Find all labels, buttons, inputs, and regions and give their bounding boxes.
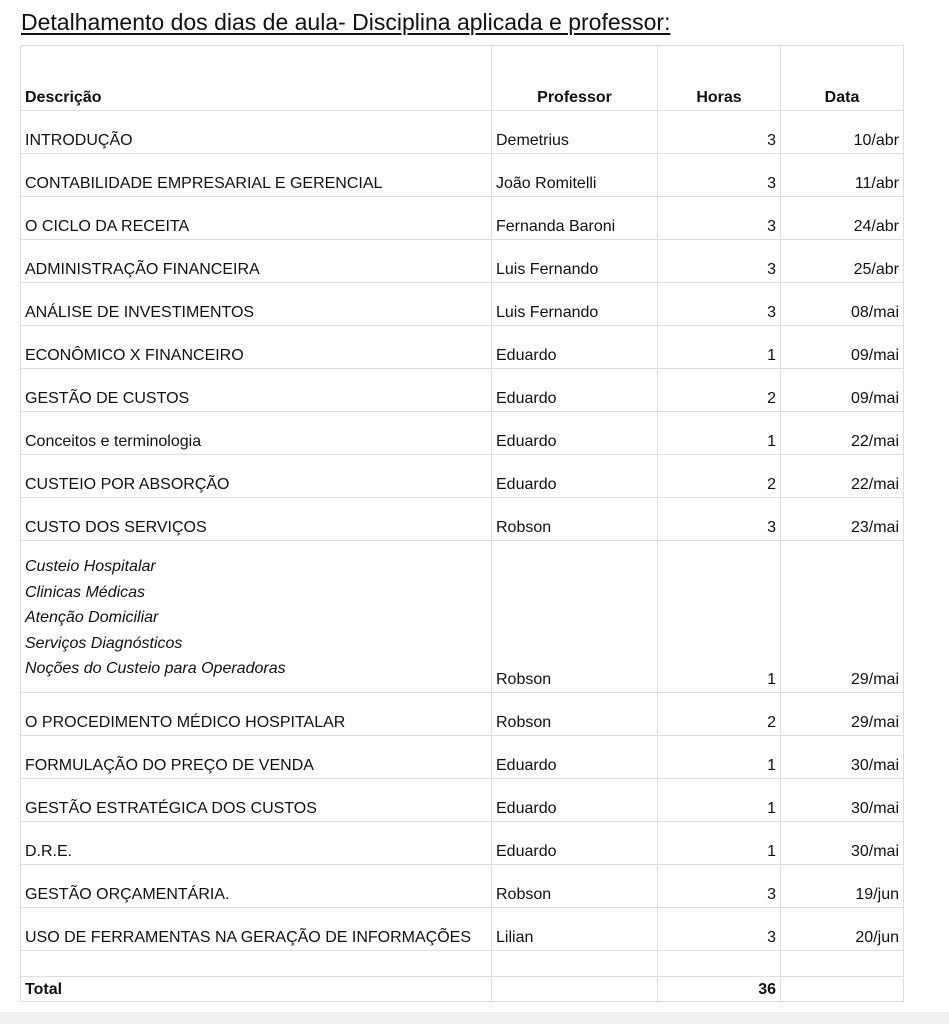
cell-descricao: Conceitos e terminologia (21, 412, 492, 455)
cell-horas: 3 (658, 240, 781, 283)
cell-horas: 3 (658, 908, 781, 951)
table-row (21, 283, 904, 326)
table-row-multiline (21, 541, 904, 693)
cell-data: 11/abr (781, 154, 904, 197)
cell-horas: 2 (658, 693, 781, 736)
cell-descricao: CONTABILIDADE EMPRESARIAL E GERENCIAL (21, 154, 492, 197)
cell-descricao: ECONÔMICO X FINANCEIRO (21, 326, 492, 369)
schedule-table (20, 45, 904, 1002)
cell-descricao: GESTÃO ESTRATÉGICA DOS CUSTOS (21, 779, 492, 822)
cell-data: 30/mai (781, 822, 904, 865)
cell-data: 22/mai (781, 412, 904, 455)
cell-data: 22/mai (781, 455, 904, 498)
cell-descricao: FORMULAÇÃO DO PREÇO DE VENDA (21, 736, 492, 779)
topic-line: Noções do Custeio para Operadoras (25, 660, 286, 677)
cell-descricao: ADMINISTRAÇÃO FINANCEIRA (21, 240, 492, 283)
table-body (21, 46, 904, 1002)
cell-horas: 3 (658, 111, 781, 154)
header-row (21, 46, 904, 111)
cell-data: 08/mai (781, 283, 904, 326)
cell-data: 30/mai (781, 736, 904, 779)
cell-descricao: USO DE FERRAMENTAS NA GERAÇÃO DE INFORMAÇÕES (21, 908, 492, 951)
cell-descricao: O CICLO DA RECEITA (21, 197, 492, 240)
cell-professor: Eduardo (492, 369, 658, 412)
table-row (21, 908, 904, 951)
total-label: Total (21, 977, 492, 1002)
cell-descricao: CUSTEIO POR ABSORÇÃO (21, 455, 492, 498)
cell-horas: 1 (658, 779, 781, 822)
cell-data: 24/abr (781, 197, 904, 240)
table-row (21, 736, 904, 779)
cell-data: 09/mai (781, 326, 904, 369)
table-row (21, 412, 904, 455)
topic-line: Serviços Diagnósticos (25, 634, 183, 652)
table-row (21, 693, 904, 736)
cell-data: 23/mai (781, 498, 904, 541)
cell-data: 10/abr (781, 111, 904, 154)
table-row (21, 455, 904, 498)
cell-descricao: GESTÃO DE CUSTOS (21, 369, 492, 412)
cell-horas: 1 (658, 736, 781, 779)
cell-horas: 3 (658, 154, 781, 197)
empty-cell (781, 977, 904, 1002)
empty-cell (492, 951, 658, 977)
blank-row (21, 951, 904, 977)
cell-descricao: INTRODUÇÃO (21, 111, 492, 154)
cell-professor: João Romitelli (492, 154, 658, 197)
cell-horas: 3 (658, 865, 781, 908)
header-descricao: Descrição (21, 46, 492, 111)
cell-horas: 3 (658, 197, 781, 240)
cell-horas: 2 (658, 455, 781, 498)
cell-horas: 1 (658, 412, 781, 455)
table-row (21, 240, 904, 283)
cell-descricao-multiline (21, 541, 492, 693)
page-title: Detalhamento dos dias de aula- Disciplina aplicada e professor: (21, 9, 671, 35)
cell-descricao: ANÁLISE DE INVESTIMENTOS (21, 283, 492, 326)
table-row (21, 197, 904, 240)
cell-descricao: D.R.E. (21, 822, 492, 865)
cell-professor: Robson (492, 865, 658, 908)
cell-professor: Eduardo (492, 455, 658, 498)
cell-professor: Eduardo (492, 822, 658, 865)
cell-professor: Lilian (492, 908, 658, 951)
table-row (21, 369, 904, 412)
table-row (21, 822, 904, 865)
header-horas: Horas (658, 46, 781, 111)
empty-cell (492, 977, 658, 1002)
cell-professor: Luis Fernando (492, 240, 658, 283)
header-professor: Professor (492, 46, 658, 111)
cell-data: 29/mai (781, 541, 904, 693)
table-row (21, 865, 904, 908)
cell-professor: Demetrius (492, 111, 658, 154)
topic-line: Custeio Hospitalar (25, 558, 156, 575)
cell-horas: 1 (658, 822, 781, 865)
empty-cell (658, 951, 781, 977)
cell-horas: 1 (658, 326, 781, 369)
cell-professor: Eduardo (492, 779, 658, 822)
cell-professor: Eduardo (492, 412, 658, 455)
cell-data: 19/jun (781, 865, 904, 908)
cell-professor: Eduardo (492, 736, 658, 779)
empty-cell (781, 951, 904, 977)
table-row (21, 154, 904, 197)
cell-descricao: GESTÃO ORÇAMENTÁRIA. (21, 865, 492, 908)
cell-data: 30/mai (781, 779, 904, 822)
page-bottom-band (0, 1012, 949, 1024)
cell-data: 25/abr (781, 240, 904, 283)
cell-descricao: O PROCEDIMENTO MÉDICO HOSPITALAR (21, 693, 492, 736)
cell-professor: Fernanda Baroni (492, 197, 658, 240)
cell-professor: Robson (492, 541, 658, 693)
cell-descricao: CUSTO DOS SERVIÇOS (21, 498, 492, 541)
total-horas: 36 (658, 977, 781, 1002)
table-row (21, 779, 904, 822)
cell-data: 29/mai (781, 693, 904, 736)
cell-data: 09/mai (781, 369, 904, 412)
cell-horas: 3 (658, 498, 781, 541)
cell-horas: 3 (658, 283, 781, 326)
cell-professor: Robson (492, 693, 658, 736)
cell-horas: 2 (658, 369, 781, 412)
table-row (21, 498, 904, 541)
empty-cell (21, 951, 492, 977)
cell-professor: Luis Fernando (492, 283, 658, 326)
cell-professor: Eduardo (492, 326, 658, 369)
topic-line: Clinicas Médicas (25, 583, 146, 601)
table-row (21, 326, 904, 369)
header-data: Data (781, 46, 904, 111)
cell-horas: 1 (658, 541, 781, 693)
cell-data: 20/jun (781, 908, 904, 951)
table-row (21, 111, 904, 154)
cell-professor: Robson (492, 498, 658, 541)
total-row (21, 977, 904, 1002)
topic-line: Atenção Domiciliar (25, 609, 159, 626)
